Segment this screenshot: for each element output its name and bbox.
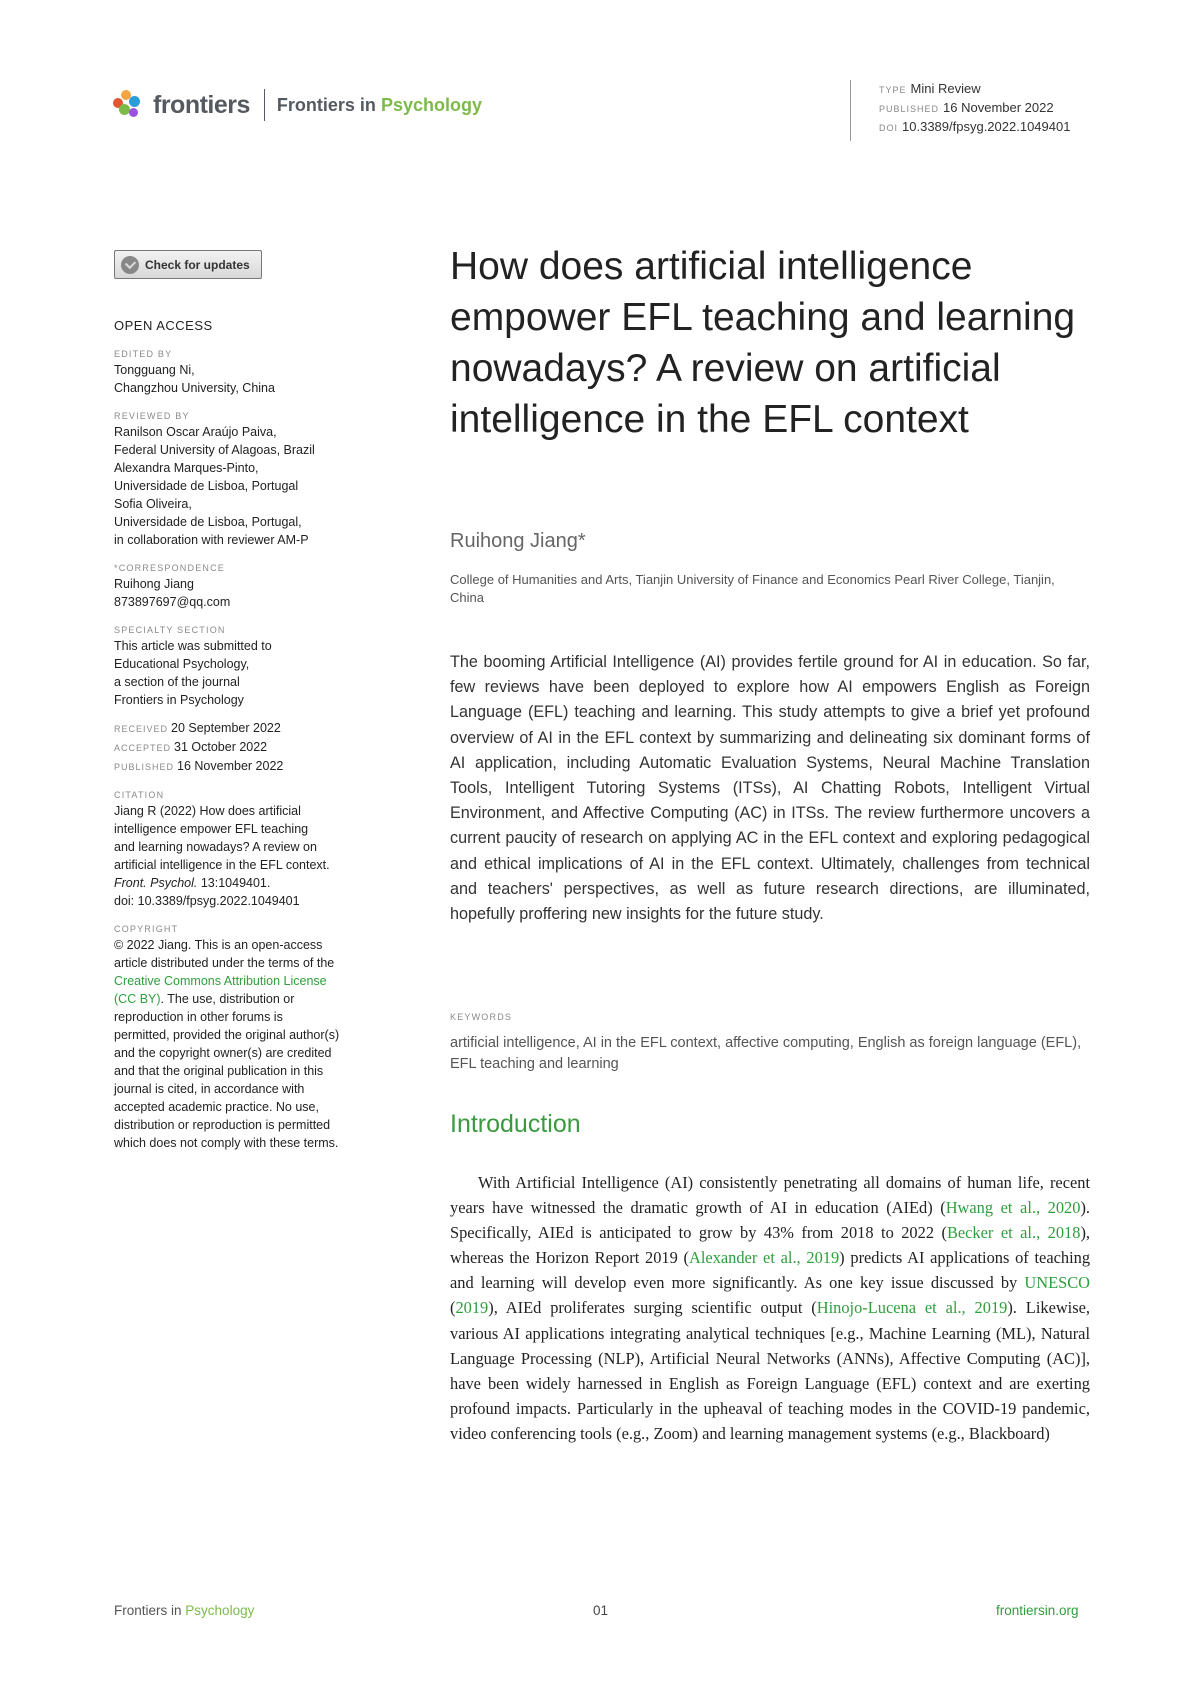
citation-link[interactable]: Becker et al., 2018 bbox=[946, 1223, 1081, 1243]
keywords-label: KEYWORDS bbox=[450, 1012, 513, 1022]
reviewed-by: Ranilson Oscar Araújo Paiva, Federal University of Alagoas, Brazil Alexandra Marques-Pinto, Universidade de Lisboa, Portugal Sofia Oliveira, Universidade de Lisboa, Portugal, in collaboration with reviewer AM-P bbox=[114, 425, 315, 547]
citation-doi[interactable]: doi: 10.3389/fpsyg.2022.1049401 bbox=[114, 894, 300, 908]
footer-site-link[interactable]: frontiersin.org bbox=[996, 1603, 1079, 1618]
correspondence: Ruihong Jiang 873897697@qq.com bbox=[114, 575, 374, 611]
page-number: 01 bbox=[593, 1603, 609, 1618]
article-meta bbox=[850, 80, 1070, 141]
footer-journal: Frontiers in Psychology bbox=[114, 1603, 255, 1618]
citation-link[interactable]: UNESCO bbox=[1024, 1273, 1090, 1293]
copyright-notice: © 2022 Jiang. This is an open-access article distributed under the terms of the Creative Commons Attribution License (CC BY). The use, distribution or reproduction in other forums is permitted, provided the original author(s) and the copyright owner(s) are credited and that the original publication in this journal is cited, in accordance with accepted academic practice. No use, distribution or reproduction is permitted which does not comply with these terms. bbox=[114, 938, 340, 1150]
correspondence-email[interactable]: 873897697@qq.com bbox=[114, 595, 231, 609]
introduction-paragraph: With Artificial Intelligence (AI) consistently penetrating all domains of human life, recent years have witnessed the dramatic growth of AI in education (AIEd) (Hwang et al., 2020). Specifically, AIEd is anticipated to grow by 43% from 2018 to 2022 (Becker et al., 2018), whereas the Horizon Report 2019 (Alexander et al., 2019) predicts AI applications of teaching and learning will develop even more significantly. As one key issue discussed by UNESCO (2019), AIEd proliferates surging scientific output (Hinojo-Lucena et al., 2019). Likewise, various AI applications integrating analytical techniques [e.g., Machine Learning (ML), Natural Language Processing (NLP), Artificial Neural Networks (ANNs), Affective Computing (AC)], have been widely harnessed in English as Foreign Language (EFL) context and are exerting profound impacts. Particularly in the upheaval of teaching modes in the COVID-19 pandemic, video conferencing tools (e.g., Zoom) and learning management systems (e.g., Blackboard) bbox=[450, 1173, 1091, 1443]
specialty-section: This article was submitted to Educational Psychology, a section of the journal Frontiers in Psychology bbox=[114, 639, 272, 707]
edited-by: Tongguang Ni, Changzhou University, China bbox=[114, 363, 275, 395]
citation-link[interactable]: Hinojo-Lucena et al., 2019 bbox=[816, 1298, 1008, 1318]
open-access-label: OPEN ACCESS bbox=[114, 318, 213, 333]
author-name[interactable]: Ruihong Jiang* bbox=[450, 530, 586, 552]
specialty-section-label: SPECIALTY SECTION bbox=[114, 625, 226, 635]
journal-name bbox=[277, 95, 482, 116]
article-dates: RECEIVED 20 September 2022 ACCEPTED 31 October 2022 PUBLISHED 16 November 2022 bbox=[114, 721, 284, 773]
citation-label: CITATION bbox=[114, 790, 165, 800]
article-title: How does artificial intelligence empower EFL teaching and learning nowadays? A review on artificial intelligence in the EFL context bbox=[450, 245, 1076, 441]
correspondence-label: *CORRESPONDENCE bbox=[114, 563, 226, 573]
journal-field: Psychology bbox=[380, 94, 482, 115]
copyright-label: COPYRIGHT bbox=[114, 924, 179, 934]
author-affiliation: College of Humanities and Arts, Tianjin University of Finance and Economics Pearl River College, Tianjin, China bbox=[450, 572, 1055, 605]
reviewed-by-label: REVIEWED BY bbox=[114, 411, 190, 421]
sidebar bbox=[114, 250, 374, 1152]
journal-prefix: Frontiers in bbox=[276, 94, 376, 115]
citation: Jiang R (2022) How does artificial intelligence empower EFL teaching and learning nowadays? A review on artificial intelligence in the EFL context. Front. Psychol. 13:1049401. doi: 10.3389/fpsyg.2022.1049401 bbox=[114, 802, 374, 910]
logo-divider bbox=[264, 89, 265, 121]
meta-published: PUBLISHED 16 November 2022 bbox=[879, 100, 1054, 115]
meta-type: TYPE Mini Review bbox=[879, 81, 981, 96]
logo-wordmark: frontiers bbox=[153, 90, 250, 119]
abstract: The booming Artificial Intelligence (AI) provides fertile ground for AI in education. So far, few reviews have been deployed to explore how AI empowers English as Foreign Language (EFL) teaching and learning. This study attempts to give a brief yet profound overview of AI in the EFL context by summarizing and delineating six dominant forms of AI application, including Automatic Evaluation Systems, Neural Machine Translation Tools, Intelligent Tutoring Systems (ITSs), AI Chatting Robots, Intelligent Virtual Environment, and Affective Computing (AC) in ITSs. The review furthermore uncovers a current paucity of research on applying AC in the EFL context and exploring pedagogical and ethical implications of AI in the EFL context. Ultimately, challenges from technical and teachers' perspectives, as well as future research directions, are illuminated, hopefully proffering new insights for the future study. bbox=[450, 653, 1090, 924]
citation-link[interactable]: 2019 bbox=[455, 1298, 489, 1318]
frontiers-logo[interactable] bbox=[113, 88, 482, 122]
citation-link[interactable]: Alexander et al., 2019 bbox=[689, 1248, 840, 1268]
cc-license-link[interactable]: Creative Commons Attribution License (CC BY) bbox=[114, 974, 327, 1006]
check-for-updates-button[interactable]: Check for updates bbox=[114, 250, 262, 279]
keywords: artificial intelligence, AI in the EFL context, affective computing, English as foreign language (EFL), EFL teaching and learning bbox=[450, 1035, 1082, 1072]
check-icon bbox=[121, 256, 139, 274]
frontiers-logo-icon bbox=[113, 90, 147, 120]
edited-by-label: EDITED BY bbox=[114, 349, 173, 359]
meta-doi[interactable]: DOI 10.3389/fpsyg.2022.1049401 bbox=[879, 119, 1071, 134]
citation-link[interactable]: Hwang et al., 2020 bbox=[945, 1198, 1081, 1218]
introduction-heading: Introduction bbox=[450, 1110, 581, 1138]
